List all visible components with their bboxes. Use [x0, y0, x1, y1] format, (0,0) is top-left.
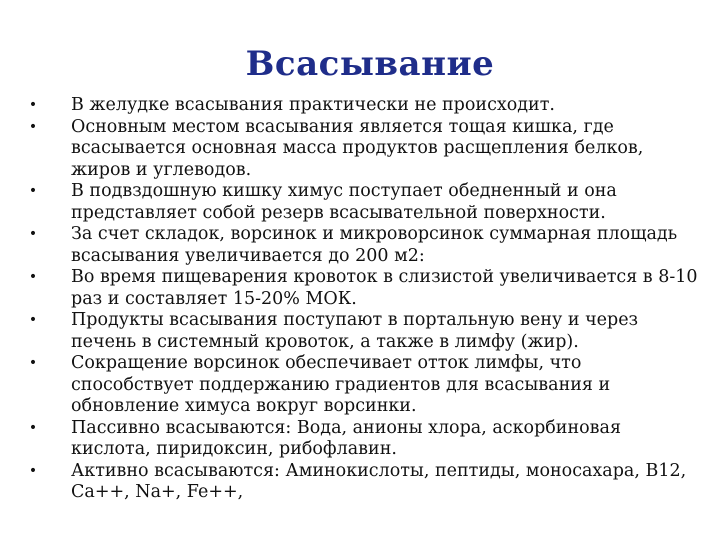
bullet-item [26, 181, 698, 224]
bullet-item [26, 418, 698, 461]
bullet-item [26, 267, 698, 310]
bullet-text: Активно всасываются: Аминокислоты, пептиды, моносахара, В12, Са++, Nа+, Fe++, [71, 460, 687, 502]
bullet-text: Основным местом всасывания является тощая кишка, где всасывается основная масса продуктов расщепления белков, жиров и углеводов. [71, 116, 644, 180]
bullet-text: Продукты всасывания поступают в портальную вену и через печень в системный кровоток, а также в лимфу (жир). [71, 310, 639, 352]
bullet-item [26, 224, 698, 267]
bullet-icon: • [28, 183, 38, 199]
bullet-icon: • [28, 118, 38, 135]
bullet-icon: • [28, 97, 38, 113]
bullet-text: За счет складок, ворсинок и микроворсинок суммарная площадь всасывания увеличивается до 200 м2: [71, 224, 678, 266]
bullet-item [26, 461, 698, 504]
bullet-list [26, 95, 698, 504]
bullet-item [26, 117, 698, 182]
bullet-icon: • [28, 419, 38, 436]
bullet-text: В желудке всасывания практически не происходит. [71, 95, 555, 115]
bullet-icon: • [28, 226, 38, 242]
bullet-text: Пассивно всасываются: Вода, анионы хлора, аскорбиновая кислота, пиридоксин, рибофлавин. [71, 417, 621, 459]
bullet-item [26, 310, 698, 353]
bullet-item [26, 353, 698, 418]
bullet-item [26, 95, 698, 117]
bullet-icon: • [28, 269, 38, 285]
bullet-icon: • [28, 312, 38, 328]
bullet-text: В подвздошную кишку химус поступает обедненный и она представляет собой резерв всасывательной поверхности. [71, 181, 617, 223]
bullet-icon: • [28, 355, 38, 371]
bullet-text: Сокращение ворсинок обеспечивает отток лимфы, что способствует поддержанию градиентов для всасывания и обновление химуса вокруг ворсинки. [71, 353, 611, 416]
bullet-icon: • [28, 462, 38, 479]
bullet-text: Во время пищеварения кровоток в слизистой увеличивается в 8-10 раз и составляет 15-20% МОК. [71, 267, 698, 309]
slide-title: Всасывание [245, 44, 495, 84]
